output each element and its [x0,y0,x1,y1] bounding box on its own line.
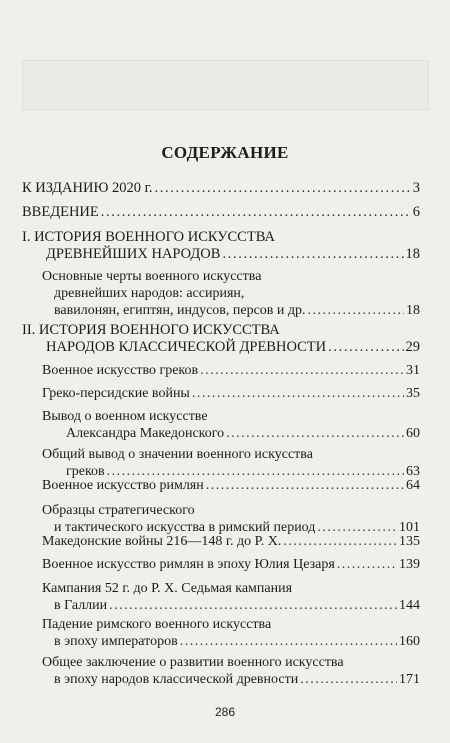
toc-entry-alexander: Вывод о военном искусстве Александра Македонского . . . 60 [42,408,420,442]
toc-page-number: 31 [406,363,420,378]
toc-entry-roman-decline: Падение римского военного искусства в эпоху императоров . . . 160 [42,616,420,650]
toc-page-number: 6 [412,204,420,220]
toc-page-number: 18 [405,246,420,262]
page-title: СОДЕРЖАНИЕ [161,143,289,162]
toc-page-number: 29 [405,339,420,355]
page-number: 286 [214,705,236,719]
toc-page-number: 3 [412,180,420,196]
toc-entry-roman-examples: Образцы стратегического и тактического искусства в римский период . . . 101 [42,502,420,536]
toc-entry-caesar: Военное искусство римлян в эпоху Юлия Цезаря . . . 139 [42,556,420,573]
toc-page-number: 160 [399,634,420,649]
toc-page-number: 101 [399,520,420,535]
toc-entry-edition: К ИЗДАНИЮ 2020 г. . . . 3 [22,180,420,197]
faded-print-area [22,60,429,110]
toc-page-number: 144 [399,598,420,613]
toc-entry-greek-art: Военное искусство греков . . . 31 [42,362,420,379]
toc-page-number: 63 [406,464,420,479]
toc-page-number: 64 [406,478,420,493]
toc-entry-ancient-peoples: Основные черты военного искусства древнейших народов: ассириян, вавилонян, египтян, индусов, персов и др. . . . 18 [42,268,420,319]
toc-entry-gaul-campaign: Кампания 52 г. до Р. Х. Седьмая кампания в Галлии . . . 144 [42,580,420,614]
toc-entry-introduction: ВВЕДЕНИЕ . . . 6 [22,204,420,221]
toc-entry-macedonian-wars: Македонские войны 216—148 г. до Р. Х. . . . 135 [42,533,420,550]
toc-page-number: 135 [399,534,420,549]
toc-entry-part-2: II. ИСТОРИЯ ВОЕННОГО ИСКУССТВА НАРОДОВ КЛАССИЧЕСКОЙ ДРЕВНОСТИ . . . 29 [22,322,420,356]
toc-page-number: 171 [399,672,420,687]
toc-page-number: 139 [399,557,420,572]
toc-entry-part-1: I. ИСТОРИЯ ВОЕННОГО ИСКУССТВА ДРЕВНЕЙШИХ НАРОДОВ . . . 18 [22,229,420,263]
toc-entry-greek-conclusion: Общий вывод о значении военного искусства греков . . . 63 [42,446,420,480]
toc-page-number: 18 [406,303,420,318]
toc-entry-roman-art: Военное искусство римлян . . . 64 [42,477,420,494]
toc-page-number: 35 [406,386,420,401]
toc-page-number: 60 [406,426,420,441]
toc-entry-final-conclusion: Общее заключение о развитии военного искусства в эпоху народов классической древности . . . 171 [42,654,420,688]
toc-entry-greco-persian-wars: Греко-персидские войны . . . 35 [42,385,420,402]
